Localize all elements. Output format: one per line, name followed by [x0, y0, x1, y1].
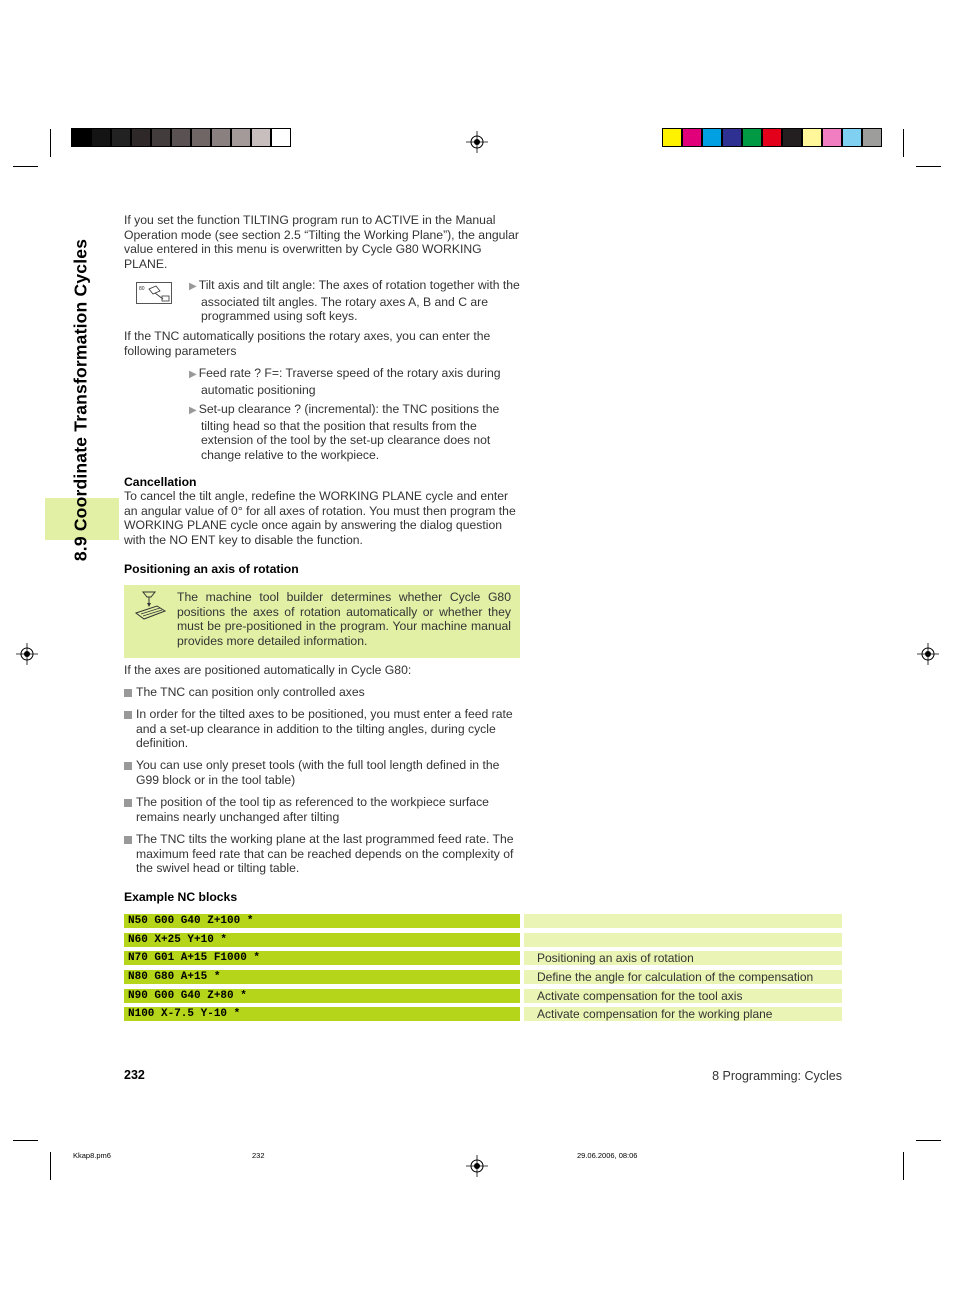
color-swatch	[742, 128, 762, 147]
registration-mark-icon	[16, 643, 38, 665]
arrow-right-icon: ▶	[189, 369, 197, 380]
square-bullet-icon	[124, 711, 132, 719]
color-swatch	[131, 128, 151, 147]
color-swatch	[702, 128, 722, 147]
registration-mark-icon	[917, 643, 939, 665]
machine-note-text: The machine tool builder determines whether Cycle G80 positions the axes of rotation automatically or whether they must be pre-positioned in the program. Your machine manual provides more detailed information.	[177, 590, 511, 648]
nc-comment-cell: Define the angle for calculation of the compensation	[524, 970, 842, 984]
chapter-footer: 8 Programming: Cycles	[712, 1069, 842, 1083]
color-swatch	[822, 128, 842, 147]
intro-paragraph: If you set the function TILTING program run to ACTIVE in the Manual Operation mode (see section 2.5 “Tilting the Working Plane”), the angular value entered in this menu is overwritten by Cycle G80 WORKING PLANE.	[124, 213, 519, 271]
slug-filename: Kkap8.pm6	[73, 1151, 111, 1160]
feed-rate-item: ▶ Feed rate ? F=: Traverse speed of the rotary axis during automatic positioning	[189, 366, 501, 397]
arrow-right-icon: ▶	[189, 281, 197, 292]
arrow-right-icon: ▶	[189, 405, 197, 416]
page-number: 232	[124, 1068, 145, 1082]
color-swatch	[842, 128, 862, 147]
nc-code-cell: N70 G01 A+15 F1000 *	[124, 951, 520, 965]
color-swatch	[862, 128, 882, 147]
square-bullet-icon	[124, 689, 132, 697]
color-swatch	[151, 128, 171, 147]
color-swatch	[91, 128, 111, 147]
example-heading: Example NC blocks	[124, 890, 238, 904]
list-item: You can use only preset tools (with the full tool length defined in the G99 block or in the tool table)	[136, 758, 500, 787]
nc-comment-cell: Activate compensation for the tool axis	[524, 989, 842, 1003]
tilt-axis-item: ▶ Tilt axis and tilt angle: The axes of rotation together with the associated tilt angles. The rotary axes A, B and C are programmed using soft keys.	[189, 278, 520, 324]
cancellation-heading: Cancellation	[124, 475, 197, 489]
auto-position-paragraph: If the TNC automatically positions the rotary axes, you can enter the following parameters	[124, 329, 491, 358]
registration-mark-icon	[466, 131, 488, 153]
color-swatch	[171, 128, 191, 147]
square-bullet-icon	[124, 762, 132, 770]
color-swatch	[191, 128, 211, 147]
machine-note-icon	[133, 591, 167, 621]
machine-note-box	[124, 585, 520, 658]
list-item: The TNC tilts the working plane at the last programmed feed rate. The maximum feed rate that can be reached depends on the complexity of the swivel head or tilting table.	[136, 832, 514, 876]
if-auto-paragraph: If the axes are positioned automatically in Cycle G80:	[124, 663, 412, 677]
color-swatch	[271, 128, 291, 147]
color-swatch	[211, 128, 231, 147]
tilt-axis-softkey-icon	[136, 282, 172, 304]
color-swatch	[782, 128, 802, 147]
registration-mark-icon	[466, 1155, 488, 1177]
color-swatch	[231, 128, 251, 147]
setup-clearance-item: ▶ Set-up clearance ? (incremental): the TNC positions the tilting head so that the position that results from the extension of the tool by the set-up clearance does not change relative to the workpiece.	[189, 402, 500, 462]
nc-code-cell: N100 X-7.5 Y-10 *	[124, 1007, 520, 1021]
section-side-title: 8.9 Coordinate Transformation Cycles	[70, 238, 91, 562]
cancellation-paragraph: To cancel the tilt angle, redefine the WORKING PLANE cycle and enter an angular value of 0° for all axes of rotation. You must then program the WORKING PLANE cycle once again by answering the dialog question with the NO ENT key to disable the function.	[124, 489, 516, 547]
color-swatch	[71, 128, 91, 147]
table-row	[124, 951, 842, 965]
list-item: In order for the tilted axes to be positioned, you must enter a feed rate and a set-up clearance in addition to the tilting angles, during cycle definition.	[136, 707, 513, 751]
svg-text:80: 80	[139, 286, 145, 292]
color-swatch	[251, 128, 271, 147]
color-swatch	[762, 128, 782, 147]
table-row	[124, 933, 842, 947]
nc-code-cell: N90 G00 G40 Z+80 *	[124, 989, 520, 1003]
nc-comment-cell: Positioning an axis of rotation	[524, 951, 842, 965]
nc-code-cell: N60 X+25 Y+10 *	[124, 933, 520, 947]
slug-page: 232	[252, 1151, 265, 1160]
nc-code-cell: N50 G00 G40 Z+100 *	[124, 914, 520, 928]
square-bullet-icon	[124, 836, 132, 844]
nc-comment-cell: Activate compensation for the working plane	[524, 1007, 842, 1021]
color-swatch	[722, 128, 742, 147]
slug-datetime: 29.06.2006, 08:06	[577, 1151, 638, 1160]
color-swatch	[111, 128, 131, 147]
nc-code-cell: N80 G80 A+15 *	[124, 970, 520, 984]
list-item: The position of the tool tip as referenced to the workpiece surface remains nearly unchanged after tilting	[136, 795, 489, 824]
table-row	[124, 1007, 842, 1021]
list-item: The TNC can position only controlled axes	[136, 685, 365, 699]
table-row	[124, 989, 842, 1003]
color-swatch	[802, 128, 822, 147]
nc-comment-cell	[524, 914, 842, 928]
table-row	[124, 914, 842, 928]
nc-comment-cell	[524, 933, 842, 947]
table-row	[124, 970, 842, 984]
color-swatch	[682, 128, 702, 147]
square-bullet-icon	[124, 799, 132, 807]
color-swatch	[662, 128, 682, 147]
positioning-heading: Positioning an axis of rotation	[124, 562, 299, 576]
